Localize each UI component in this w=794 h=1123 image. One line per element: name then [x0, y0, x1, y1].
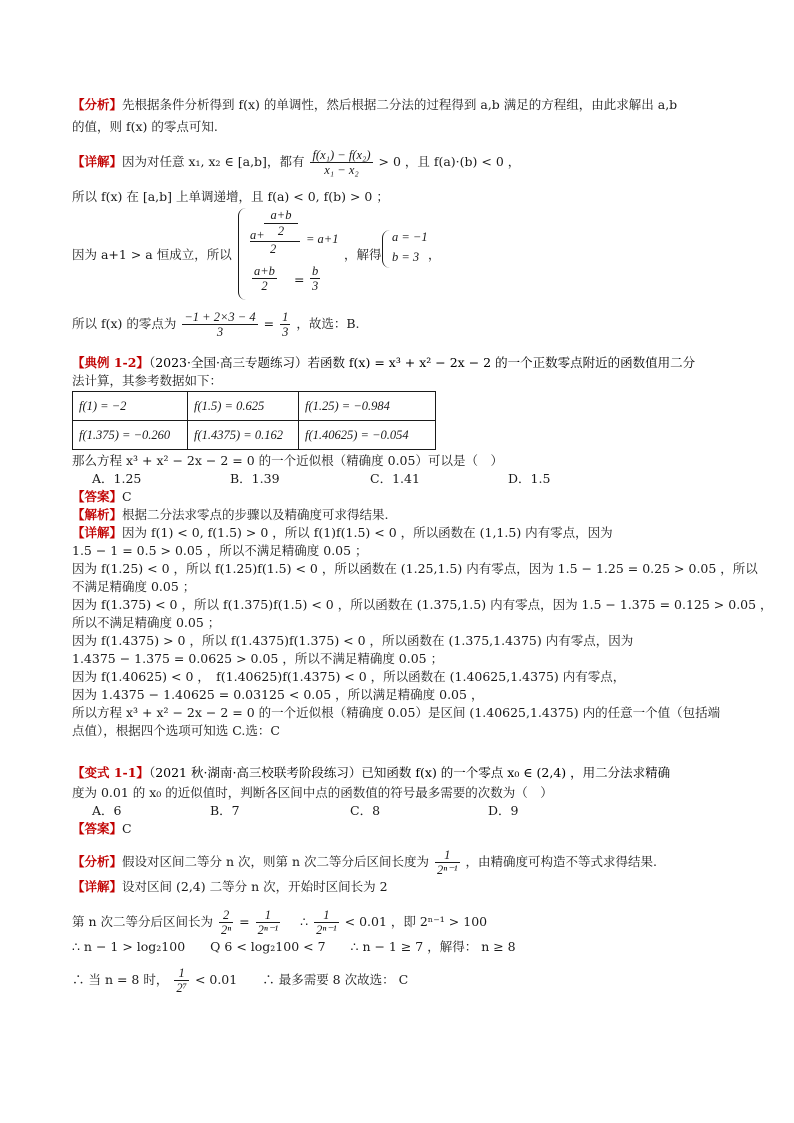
sys1-inner-num: a+b	[264, 208, 298, 224]
sys1-inner-frac	[264, 208, 298, 239]
variant-answer	[72, 820, 132, 838]
detail-tag: 【详解】	[72, 879, 123, 894]
zero-prefix: 所以 f(x) 的零点为	[72, 316, 177, 331]
l2-frac-2	[256, 908, 281, 937]
solution-b: b = 3	[392, 250, 420, 264]
detail-line: 因为 f(1.4375) > 0 ，所以 f(1.4375)f(1.375) < 0 ，所以函数在 (1.375,1.4375) 内有零点，因为	[72, 633, 634, 648]
l2-frac-1	[219, 908, 233, 937]
l4-pre: ∴ 当 n = 8 时，	[72, 972, 169, 987]
example-jiexi	[72, 506, 389, 524]
zero-rden: 3	[282, 325, 289, 339]
detail-line: 所以方程 x³ + x² − 2x − 2 = 0 的一个近似根（精确度 0.05）是区间 (1.40625,1.4375) 内的任意一个值（包括端	[72, 705, 721, 720]
zero-eq: =	[263, 316, 275, 331]
answer-tag: 【答案】	[72, 821, 123, 836]
jiexi-tag: 【解析】	[72, 507, 123, 522]
l4-post: < 0.01 ∴ 最多需要 8 次故选： C	[194, 972, 409, 987]
l2-d1: 2ⁿ	[220, 923, 232, 937]
variant-source-2: 度为 0.01 的 x₀ 的近似值时，判断各区间中点的函数值的符号最多需要的次数为（ ）	[72, 785, 553, 800]
variant-1-1-header	[72, 764, 670, 782]
l2-therefore: ∴	[300, 914, 309, 929]
detail-line: 因为 f(1) < 0, f(1.5) > 0 ，所以 f(1)f(1.5) < 0 ，所以函数在 (1,1.5) 内有零点，因为	[122, 525, 613, 540]
solve-text: ，解得	[344, 247, 382, 262]
table-row	[73, 392, 436, 421]
variant-detail-1	[72, 878, 388, 896]
detail-line: 点值），根据四个选项可知选 C.选：C	[72, 723, 280, 738]
zero-line	[72, 310, 359, 339]
example-source-2: 法计算，其参考数据如下：	[72, 373, 223, 388]
option-a: A．1.25	[92, 471, 142, 486]
zero-rnum: 1	[282, 310, 289, 324]
l2-n2: 1	[256, 908, 281, 923]
solution-brace	[382, 230, 391, 268]
variant-detail-3: ∴ n − 1 > log₂100 Q 6 < log₂100 < 7 ∴ n − 1 ≥ 7 ，解得： n ≥ 8	[72, 939, 516, 954]
l4-den: 2⁷	[176, 981, 187, 995]
zero-den: 3	[216, 325, 224, 339]
example-tag: 【典例 1-2】	[72, 355, 149, 370]
analysis-num: 1	[435, 848, 460, 863]
sys1-inner-den: 2	[277, 224, 285, 238]
detail-tag: 【详解】	[72, 154, 123, 169]
l2-post: < 0.01 ，即 2ⁿ⁻¹ > 100	[344, 914, 488, 929]
sys2-rden: 3	[312, 279, 319, 293]
example-1-2-header	[72, 354, 695, 372]
fraction-denominator: x₁ − x₂	[324, 163, 359, 177]
sys2-den: 2	[261, 279, 268, 293]
example-question: 那么方程 x³ + x² − 2x − 2 = 0 的一个近似根（精确度 0.05）可以是（ ）	[72, 453, 503, 468]
table-cell: f(1.25) = −0.984	[299, 392, 436, 421]
zero-end: ，故选：B.	[296, 316, 360, 331]
zero-num: −1 + 2×3 − 4	[184, 310, 256, 324]
detail-line: 因为 1.4375 − 1.40625 = 0.03125 < 0.05 ，所以满足精确度 0.05 ，	[72, 687, 484, 702]
analysis-den: 2ⁿ⁻¹	[437, 863, 458, 877]
analysis-line-2: 的值，则 f(x) 的零点可知.	[72, 119, 218, 134]
detail-fraction	[310, 148, 372, 177]
variant-detail-4	[72, 966, 408, 995]
table-cell: f(1.40625) = −0.054	[299, 421, 436, 450]
detail-line: 设对区间 (2,4) 二等分 n 次，开始时区间长为 2	[122, 879, 388, 894]
variant-detail-2	[72, 908, 487, 937]
reference-data-table	[72, 391, 436, 450]
table-cell: f(1.4375) = 0.162	[188, 421, 299, 450]
l2-eq: =	[239, 914, 250, 929]
detail-line: 所以不满足精确度 0.05 ；	[72, 615, 221, 630]
l2-frac-3	[314, 908, 339, 937]
option-c: C．1.41	[370, 471, 420, 486]
table-cell: f(1) = −2	[73, 392, 188, 421]
sys2-num: a+b	[254, 264, 275, 278]
option-c: C．8	[350, 803, 381, 818]
option-b: B．1.39	[230, 471, 280, 486]
variant-analysis	[72, 848, 657, 877]
variant-tag: 【变式 1-1】	[72, 765, 149, 780]
sys2-frac	[252, 264, 277, 293]
variant-source: （2021 秋·湖南·高三校联考阶段练习）已知函数 f(x) 的一个零点 x₀ ∈ (2,4) ，用二分法求精确	[148, 765, 671, 780]
solve-end: ，	[428, 247, 441, 262]
table-cell: f(1.5) = 0.625	[188, 392, 299, 421]
solution-a: a = −1	[392, 230, 428, 244]
sys1-den: 2	[270, 242, 277, 256]
detail-line: 不满足精确度 0.05 ；	[72, 579, 196, 594]
zero-frac	[182, 310, 257, 339]
l2-d3: 2ⁿ⁻¹	[316, 923, 337, 937]
sys1-rhs: = a+1	[306, 232, 339, 246]
example-detail-1	[72, 524, 613, 542]
detail-line: 因为 f(1.40625) < 0 ， f(1.40625)f(1.4375) < 0 ，所以函数在 (1.40625,1.4375) 内有零点，	[72, 669, 626, 684]
l2-n3: 1	[314, 908, 339, 923]
system-prefix: 因为 a+1 > a 恒成立，所以	[72, 247, 232, 262]
sys2-rfrac	[310, 264, 320, 293]
analysis-frac	[435, 848, 460, 877]
analysis-tag: 【分析】	[72, 854, 123, 869]
example-answer	[72, 488, 132, 506]
answer-value: C	[122, 489, 132, 504]
answer-tag: 【答案】	[72, 489, 123, 504]
l2-d2: 2ⁿ⁻¹	[257, 923, 279, 937]
l2-pre: 第 n 次二等分后区间长为	[72, 914, 213, 929]
l4-frac	[174, 966, 189, 995]
answer-value: C	[122, 821, 132, 836]
analysis-text: 先根据条件分析得到 f(x) 的单调性，然后根据二分法的过程得到 a,b 满足的方程组，由此求解出 a,b	[122, 97, 678, 112]
detail-text-end: > 0 ，且 f(a)·(b) < 0 ，	[378, 154, 521, 169]
option-a: A．6	[92, 803, 122, 818]
analysis-post: ，由精确度可构造不等式求得结果.	[465, 854, 658, 869]
detail-line: 因为 f(1.375) < 0 ，所以 f(1.375)f(1.5) < 0 ，所以函数在 (1.375,1.5) 内有零点，因为 1.5 − 1.375 = 0.125 > 0.05 ，	[72, 597, 773, 612]
sys1-a: a+	[250, 228, 265, 242]
detail-line: 因为 f(1.25) < 0 ，所以 f(1.25)f(1.5) < 0 ，所以函数在 (1.25,1.5) 内有零点，因为 1.5 − 1.25 = 0.25 > 0.05 ，所以	[72, 561, 758, 576]
table-row	[73, 421, 436, 450]
detail-line: 1.4375 − 1.375 = 0.0625 > 0.05 ，所以不满足精确度 0.05 ；	[72, 651, 444, 666]
example-source: （2023·全国·高三专题练习）若函数 f(x) = x³ + x² − 2x − 2 的一个正数零点附近的函数值用二分	[148, 355, 696, 370]
detail-tag: 【详解】	[72, 525, 123, 540]
l4-num: 1	[174, 966, 189, 981]
analysis-tag: 【分析】	[72, 97, 123, 112]
detail-line-1	[72, 148, 520, 177]
analysis-text: 假设对区间二等分 n 次，则第 n 次二等分后区间长度为	[122, 854, 430, 869]
fraction-numerator: f(x₁) − f(x₂)	[312, 148, 371, 162]
analysis-line-1	[72, 96, 677, 114]
detail-text: 因为对任意 x₁, x₂ ∈ [a,b]，都有	[122, 154, 305, 169]
option-d: D．9	[488, 803, 519, 818]
table-cell: f(1.375) = −0.260	[73, 421, 188, 450]
left-brace	[238, 208, 247, 300]
zero-result-frac	[280, 310, 290, 339]
option-d: D．1.5	[508, 471, 551, 486]
l2-n1: 2	[219, 908, 233, 923]
detail-line: 1.5 − 1 = 0.5 > 0.05 ，所以不满足精确度 0.05 ；	[72, 543, 368, 558]
jiexi-text: 根据二分法求零点的步骤以及精确度可求得结果.	[122, 507, 389, 522]
option-b: B．7	[210, 803, 240, 818]
sys2-rnum: b	[312, 264, 319, 278]
sys2-eq: =	[294, 272, 305, 287]
monotonic-line: 所以 f(x) 在 [a,b] 上单调递增，且 f(a) < 0, f(b) > 0 ；	[72, 189, 389, 204]
